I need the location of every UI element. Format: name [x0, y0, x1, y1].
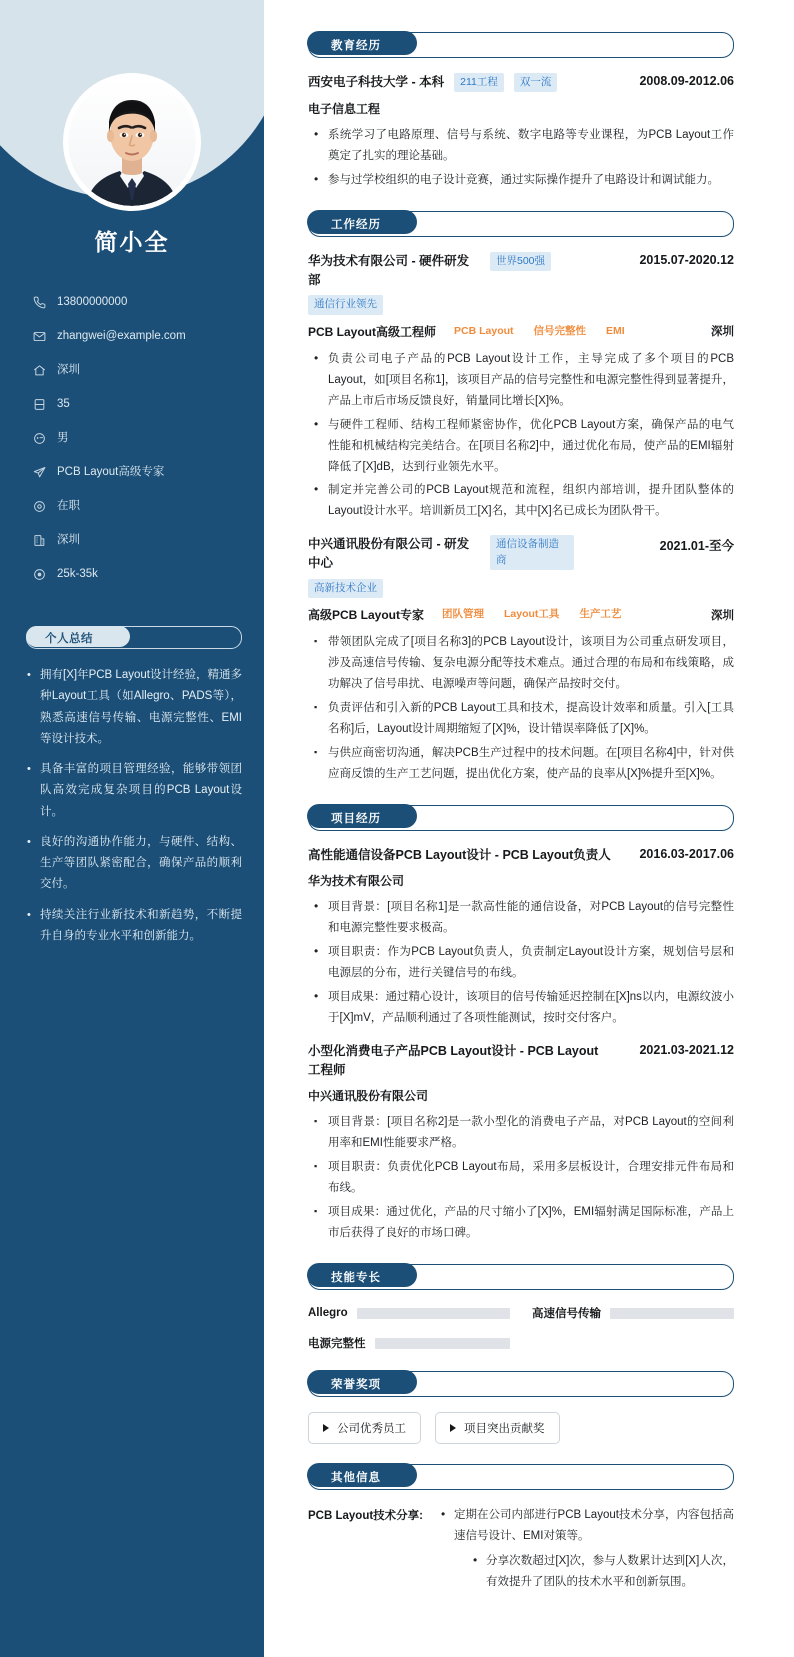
- skill-tag: PCB Layout: [454, 324, 514, 337]
- school-name: 西安电子科技大学 - 本科: [308, 75, 445, 89]
- skills-grid: [308, 1305, 734, 1351]
- project-bullet: • 项目职责：作为PCB Layout负责人，负责制定Layout设计方案，规划信号层和电源层的分布，进行关键信号的布线。: [328, 942, 734, 984]
- skills-title: 技能专长: [331, 1272, 381, 1284]
- contact-value: 在职: [57, 499, 80, 512]
- project-entry: [308, 846, 734, 1029]
- contact-value: PCB Layout高级专家: [57, 465, 165, 478]
- summary-section: [0, 626, 264, 947]
- other-info-row: [308, 1505, 734, 1597]
- summary-bullet: • 具备丰富的项目管理经验，能够带领团队高效完成复杂项目的PCB Layout设计。: [40, 759, 242, 823]
- honor-chip[interactable]: [435, 1412, 560, 1444]
- education-major: 电子信息工程: [308, 102, 381, 117]
- honor-chip[interactable]: [308, 1412, 421, 1444]
- education-date: 2008.09-2012.06: [639, 74, 734, 88]
- person-name: 简小全: [94, 229, 170, 255]
- education-section-header: [308, 32, 734, 58]
- phone-icon: [32, 295, 47, 310]
- work-head-left: [308, 252, 629, 315]
- contact-item-salary: [32, 567, 264, 582]
- play-triangle-icon: [323, 1424, 329, 1432]
- project-bullets: [308, 1112, 734, 1244]
- skills-section: [308, 1264, 734, 1351]
- contact-item-city: [32, 533, 264, 548]
- skill-tag: 信号完整性: [533, 324, 587, 337]
- sidebar: [0, 0, 264, 1657]
- honor-label: 公司优秀员工: [337, 1423, 406, 1435]
- education-bullets: [308, 125, 734, 191]
- other-title: 其他信息: [331, 1472, 381, 1484]
- project-name: 高性能通信设备PCB Layout设计 - PCB Layout负责人: [308, 847, 611, 862]
- contact-item-gender: [32, 431, 264, 446]
- work-role-left: [308, 605, 623, 624]
- company-name: 华为技术有限公司 - 硬件研发部: [308, 253, 470, 287]
- job-title: PCB Layout高级工程师: [308, 324, 437, 339]
- project-name: 小型化消费电子产品PCB Layout设计 - PCB Layout工程师: [308, 1043, 599, 1077]
- other-bullets: [436, 1505, 734, 1547]
- work-entry-top: [308, 252, 734, 315]
- education-head-left: [308, 73, 629, 92]
- skills-section-header: [308, 1264, 734, 1290]
- work-date: 2015.07-2020.12: [639, 252, 734, 267]
- work-role-row: [308, 322, 734, 341]
- work-section-header: [308, 211, 734, 237]
- skill-row: [308, 1305, 510, 1321]
- work-head-left: [308, 535, 650, 598]
- honor-label: 项目突出贡献奖: [464, 1423, 545, 1435]
- project-entry-top: [308, 1042, 734, 1080]
- honors-section: [308, 1371, 734, 1444]
- projects-section: [308, 805, 734, 1244]
- project-date: 2016.03-2017.06: [639, 846, 734, 861]
- work-bullet: ▪ 带领团队完成了[项目名称3]的PCB Layout设计，该项目为公司重点研发项目，涉及高速信号传输、复杂电源分配等技术难点。通过合理的布局和布线策略，成功解决了信号串扰、电源噪声等问题，确保产品按时交付。: [328, 632, 734, 695]
- work-title: 工作经历: [331, 218, 381, 231]
- contact-item-location: [32, 363, 264, 378]
- work-date: 2021.01-至今: [659, 539, 734, 554]
- contact-value: 13800000000: [57, 295, 128, 308]
- paper-plane-icon: [32, 465, 47, 480]
- other-label: PCB Layout技术分享:: [308, 1510, 423, 1522]
- portrait-photo-icon: [68, 78, 196, 206]
- summary-bullets: [0, 665, 264, 947]
- contact-item-title: [32, 465, 264, 480]
- contact-value: 男: [57, 431, 69, 444]
- contact-item-status: [32, 499, 264, 514]
- education-entry: [308, 73, 734, 191]
- skill-level-bar: [610, 1308, 734, 1319]
- skill-tag: 生产工艺: [579, 608, 622, 621]
- project-bullet: • 项目成果：通过精心设计，该项目的信号传输延迟控制在[X]ns以内，电源纹波小于[X]mV，产品顺利通过了各项性能测试，按时交付客户。: [328, 987, 734, 1029]
- skill-tag: EMI: [606, 324, 625, 337]
- work-location: 深圳: [711, 609, 734, 622]
- contact-value: 35: [57, 397, 70, 410]
- project-bullet: ▪ 项目背景：[项目名称2]是一款小型化的消费电子产品，对PCB Layout的空间利用率和EMI性能要求严格。: [328, 1112, 734, 1154]
- skill-name: 高速信号传输: [532, 1308, 601, 1320]
- other-bullet: • 定期在公司内部进行PCB Layout技术分享，内容包括高速信号设计、EMI对策等。: [454, 1505, 734, 1547]
- company-tag: 通信行业领先: [308, 295, 383, 314]
- education-entry-top: [308, 73, 734, 92]
- company-name: 中兴通讯股份有限公司 - 研发中心: [308, 537, 470, 571]
- main-content: [264, 0, 794, 1657]
- summary-bullet: • 持续关注行业新技术和新趋势，不断提升自身的专业水平和创新能力。: [40, 905, 242, 948]
- work-entry: [308, 252, 734, 522]
- company-tag: 高新技术企业: [308, 579, 383, 598]
- education-section: [308, 32, 734, 191]
- salary-icon: [32, 567, 47, 582]
- avatar: [68, 78, 196, 206]
- gender-icon: [32, 431, 47, 446]
- skill-row-empty: [532, 1335, 734, 1351]
- skill-name: 电源完整性: [308, 1338, 366, 1350]
- project-bullet: ▪ 项目成果：通过优化，产品的尺寸缩小了[X]%，EMI辐射满足国际标准，产品上市后获得了良好的市场口碑。: [328, 1202, 734, 1244]
- contact-value: zhangwei@example.com: [57, 329, 186, 342]
- work-role-row: [308, 605, 734, 624]
- education-tag: 双一流: [514, 73, 558, 92]
- company-tag: 世界500强: [490, 252, 551, 271]
- company-tag: 通信设备制造商: [490, 535, 574, 569]
- project-bullet: • 项目背景：[项目名称1]是一款高性能的通信设备，对PCB Layout的信号完整性和电源完整性要求极高。: [328, 897, 734, 939]
- projects-section-header: [308, 805, 734, 831]
- contact-list: [0, 295, 264, 582]
- work-location: 深圳: [711, 326, 734, 339]
- summary-section-header: [26, 626, 242, 649]
- play-triangle-icon: [450, 1424, 456, 1432]
- work-bullet: • 与硬件工程师、结构工程师紧密协作，优化PCB Layout方案，确保产品的电气性能和机械结构完美结合。在[项目名称2]中，通过优化布局，使产品的EMI辐射降低了[X]dB，达到行业领先水平。: [328, 415, 734, 478]
- contact-item-age: [32, 397, 264, 412]
- status-icon: [32, 499, 47, 514]
- contact-value: 深圳: [57, 363, 80, 376]
- skill-row: [532, 1305, 734, 1321]
- contact-value: 25k-35k: [57, 567, 98, 580]
- contact-item-email: [32, 329, 264, 344]
- skill-tag: 团队管理: [442, 608, 485, 621]
- work-bullet: ▪ 负责评估和引入新的PCB Layout工具和技术，提高设计效率和质量。引入[工具名称]后，Layout设计周期缩短了[X]%，设计错误率降低了[X]%。: [328, 698, 734, 740]
- work-bullets: [308, 349, 734, 522]
- education-title: 教育经历: [331, 40, 381, 52]
- work-bullet: • 负责公司电子产品的PCB Layout设计工作，主导完成了多个项目的PCB Layout，如[项目名称1]，该项目产品的信号完整性和电源完整性得到显著提升，产品上市后市场反馈良好，销量同比增长[X]%。: [328, 349, 734, 412]
- work-entry: [308, 535, 734, 784]
- education-bullet: • 系统学习了电路原理、信号与系统、数字电路等专业课程，为PCB Layout工作奠定了扎实的理论基础。: [328, 125, 734, 167]
- summary-bullet: • 良好的沟通协作能力，与硬件、结构、生产等团队紧密配合，确保产品的顺利交付。: [40, 832, 242, 896]
- other-body: [436, 1505, 734, 1597]
- project-date: 2021.03-2021.12: [639, 1042, 734, 1057]
- skill-level-bar: [357, 1308, 510, 1319]
- project-entry-top: [308, 846, 734, 865]
- work-bullet: • 制定并完善公司的PCB Layout规范和流程，组织内部培训，提升团队整体的Layout设计水平。培训新员工[X]名，其中[X]名已成长为团队骨干。: [328, 480, 734, 522]
- education-tag: 211工程: [454, 73, 504, 92]
- work-section: [308, 211, 734, 785]
- project-bullets: [308, 897, 734, 1029]
- home-icon: [32, 363, 47, 378]
- education-bullet: • 参与过学校组织的电子设计竞赛，通过实际操作提升了电路设计和调试能力。: [328, 170, 734, 191]
- projects-title: 项目经历: [331, 812, 381, 825]
- project-company: 华为技术有限公司: [308, 874, 405, 889]
- skill-row: [308, 1335, 510, 1351]
- skill-level-bar: [375, 1338, 511, 1349]
- building-icon: [32, 533, 47, 548]
- job-title: 高级PCB Layout专家: [308, 608, 425, 623]
- other-bullets-indented: [436, 1551, 734, 1593]
- skill-tag: Layout工具: [504, 608, 560, 621]
- age-icon: [32, 397, 47, 412]
- work-bullet: ▪ 与供应商密切沟通，解决PCB生产过程中的技术问题。在[项目名称4]中，针对供应商反馈的生产工艺问题，提出优化方案，使产品的良率从[X]%提升至[X]%。: [328, 743, 734, 785]
- other-section: [308, 1464, 734, 1597]
- summary-title: 个人总结: [45, 632, 93, 645]
- contact-value: 深圳: [57, 533, 80, 546]
- project-bullet: ▪ 项目职责：负责优化PCB Layout布局，采用多层板设计，合理安排元件布局和布线。: [328, 1157, 734, 1199]
- work-entry-top: [308, 535, 734, 598]
- honors-list: [308, 1412, 734, 1444]
- contact-item-phone: [32, 295, 264, 310]
- work-role-left: [308, 322, 627, 341]
- other-bullet: • 分享次数超过[X]次，参与人数累计达到[X]人次，有效提升了团队的技术水平和创新氛围。: [486, 1551, 734, 1593]
- summary-bullet: • 拥有[X]年PCB Layout设计经验，精通多种Layout工具（如Allegro、PADS等），熟悉高速信号传输、电源完整性、EMI等设计技术。: [40, 665, 242, 750]
- project-company: 中兴通讯股份有限公司: [308, 1089, 429, 1104]
- honors-section-header: [308, 1371, 734, 1397]
- skill-name: Allegro: [308, 1307, 348, 1319]
- other-section-header: [308, 1464, 734, 1490]
- honors-title: 荣誉奖项: [331, 1379, 381, 1391]
- mail-icon: [32, 329, 47, 344]
- project-entry: [308, 1042, 734, 1244]
- work-bullets: [308, 632, 734, 784]
